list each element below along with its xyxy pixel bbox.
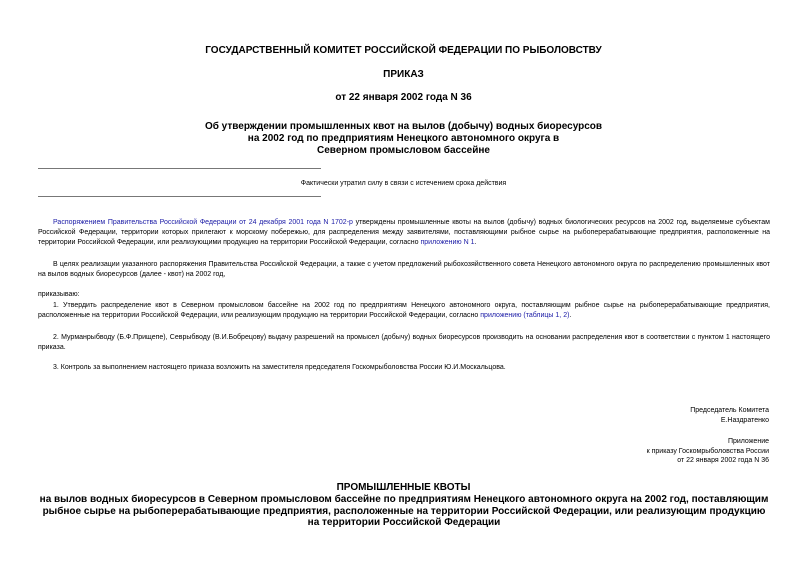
order-item-2 bbox=[38, 333, 770, 353]
signer-position: Председатель Комитета bbox=[690, 407, 769, 414]
title-line-1: Об утверждении промышленных квот на вылов (добычу) водных биоресурсов bbox=[204, 121, 603, 132]
item-1-end: . bbox=[569, 312, 572, 319]
preamble-end: . bbox=[474, 239, 477, 246]
appendix-label: Приложение bbox=[727, 438, 769, 445]
paragraph-preamble bbox=[38, 218, 770, 248]
document-type: ПРИКАЗ bbox=[383, 69, 424, 80]
quotas-title: ПРОМЫШЛЕННЫЕ КВОТЫ bbox=[336, 482, 471, 493]
bottom-divider bbox=[38, 196, 321, 197]
order-item-1 bbox=[38, 301, 770, 321]
order-item-3 bbox=[38, 363, 770, 373]
status-note: Фактически утратил силу в связи с истечением срока действия bbox=[300, 180, 507, 187]
appendix-reference: к приказу Госкомрыболовства России bbox=[646, 447, 769, 455]
signer-name: Е.Наздратенко bbox=[720, 416, 769, 424]
item-2-text: 2. Мурманрыбводу (Б.Ф.Прищепе), Севрыбводу (В.И.Бобрецову) выдачу разрешений на промысел (добычу) водных биоресурсов производить на основании распределения квот в соответствии с пунктом 1 настоящего приказа. bbox=[38, 334, 770, 351]
paragraph-purpose bbox=[38, 260, 770, 280]
appendix-tables-link[interactable]: приложению (таблицы 1, 2) bbox=[480, 312, 570, 319]
quotas-subtitle: на вылов водных биоресурсов в Северном промысловом бассейне по предприятиям Ненецкого автономного округа на 2002 год, поставляющим рыбное сырье на рыбоперерабатывающие предприятия, расположенные на территории Российской Федерации, или реализующим продукцию на территории Российской Федерации bbox=[39, 494, 769, 528]
purpose-text: В целях реализации указанного распоряжения Правительства Российской Федерации, а также с учетом предложений рыбохозяйственного совета Ненецкого автономного округа по распределению промышленных квот на вылов водных биоресурсов (далее - квот) на 2002 год, bbox=[38, 261, 770, 278]
title-line-2: на 2002 год по предприятиям Ненецкого автономного округа в bbox=[247, 133, 560, 144]
item-1-text: 1. Утвердить распределение квот в Северном промысловом бассейне на 2002 год по предприятиям Ненецкого автономного округа, поставляющим рыбное сырье на рыбоперерабатывающие предприятия, расположенные на территории Российской Федерации, или реализующим продукцию на территории Российской Федерации, согласно bbox=[38, 302, 770, 319]
appendix-1-link[interactable]: приложению N 1 bbox=[420, 239, 475, 246]
preamble-text: утверждены промышленные квоты на вылов (добычу) водных биологических ресурсов на 2002 год, выделяемые субъектам Российской Федерации, территории которых прилегают к морскому побережью, для распределения между заявителями, поставляющими рыбное сырье на рыбоперерабатывающие предприятия, расположенные на территории Российской Федерации, или реализующими продукцию на территории Российской Федерации, согласно bbox=[38, 219, 770, 246]
signature-block bbox=[509, 406, 769, 425]
item-3-text: 3. Контроль за выполнением настоящего приказа возложить на заместителя председателя Госкомрыболовства России Ю.И.Москальцова. bbox=[53, 364, 506, 371]
government-order-link[interactable]: Распоряжением Правительства Российской Федерации от 24 декабря 2001 года N 1702-р bbox=[53, 219, 353, 226]
title-line-3: Северном промысловом бассейне bbox=[317, 145, 490, 156]
appendix-date: от 22 января 2002 года N 36 bbox=[677, 457, 769, 464]
issuing-authority: ГОСУДАРСТВЕННЫЙ КОМИТЕТ РОССИЙСКОЙ ФЕДЕРАЦИИ ПО РЫБОЛОВСТВУ bbox=[205, 45, 602, 56]
document-title bbox=[0, 121, 807, 157]
appendix-header bbox=[509, 437, 769, 466]
document-date-number: от 22 января 2002 года N 36 bbox=[335, 92, 472, 103]
top-divider bbox=[38, 168, 321, 169]
order-word: приказываю: bbox=[38, 291, 80, 298]
